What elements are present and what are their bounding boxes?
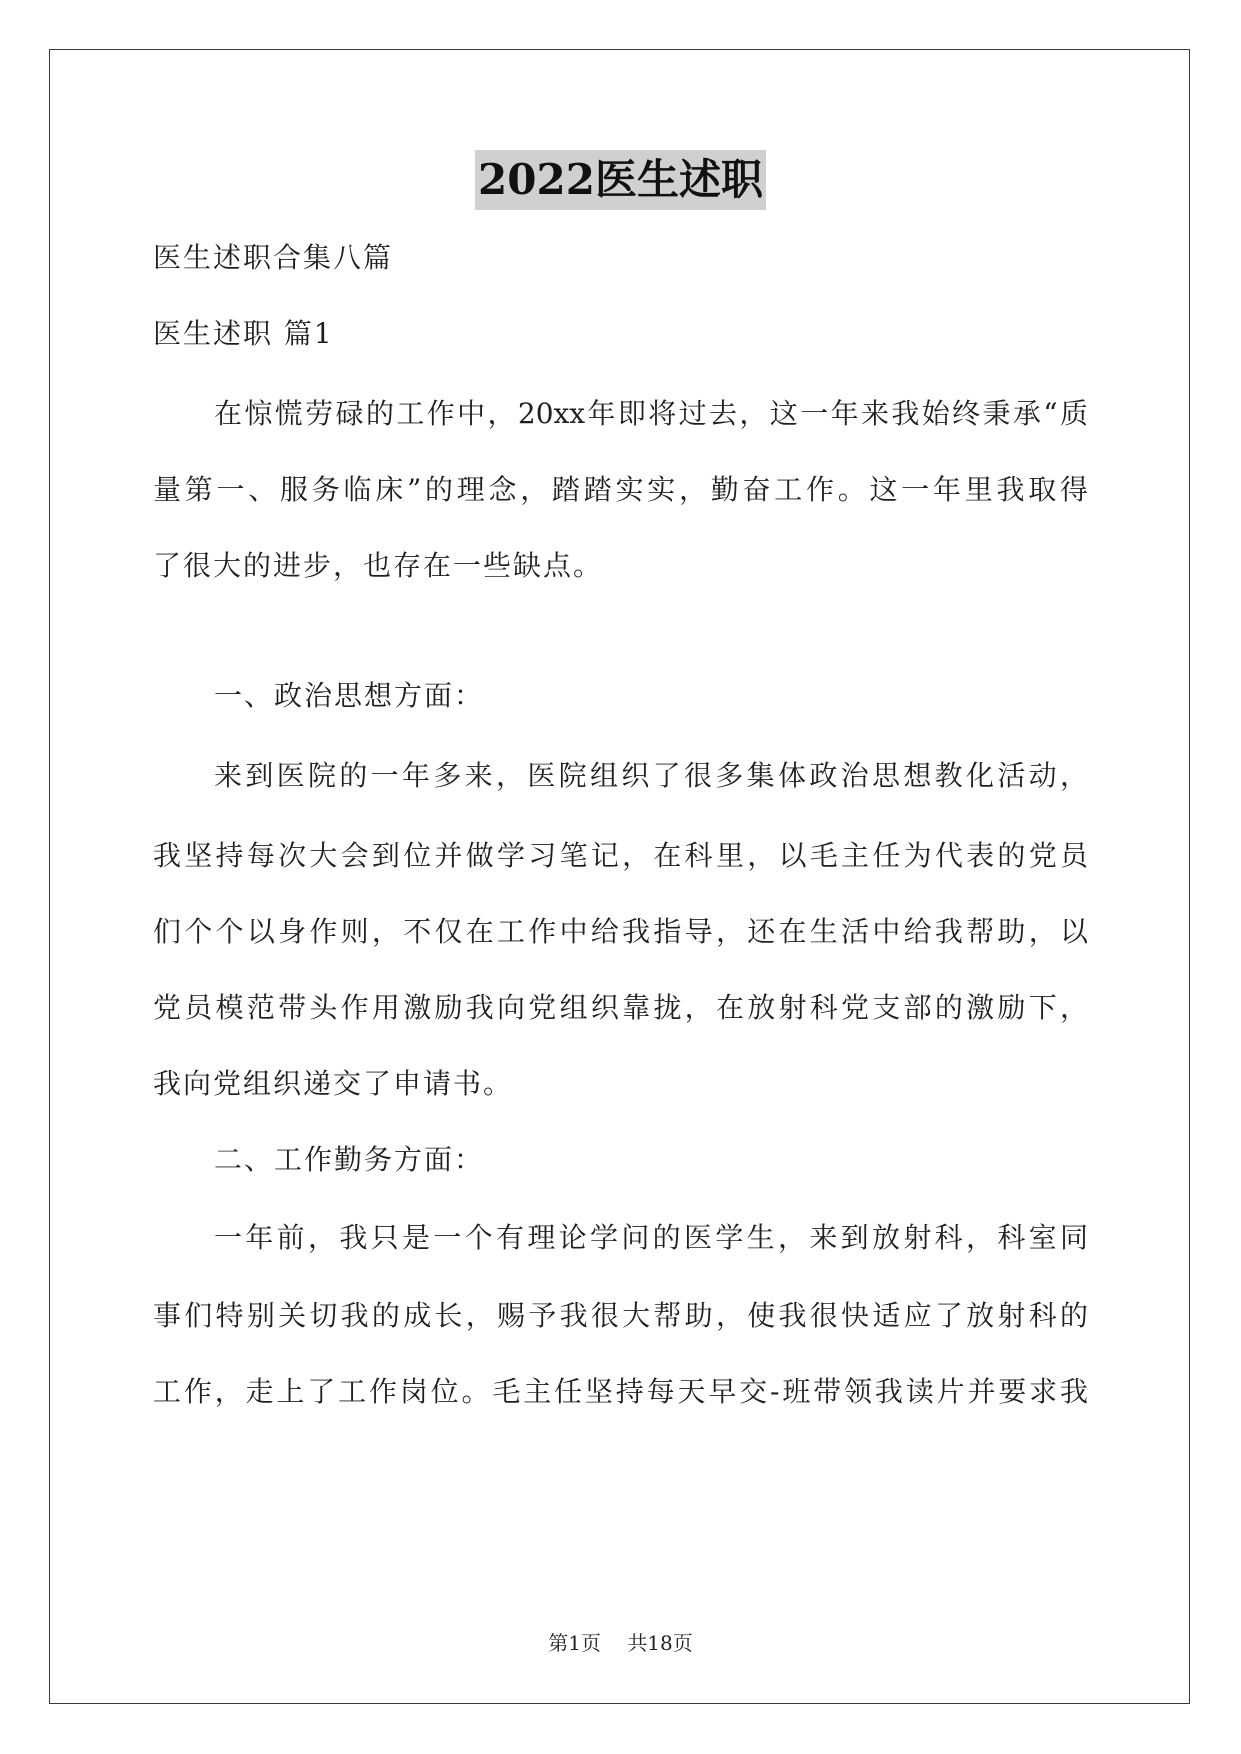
paragraph-line: 工作，走上了工作岗位。毛主任坚持每天早交-班带领我读片并要求我 bbox=[153, 1375, 1088, 1408]
document-title: 2022医生述职 bbox=[475, 150, 766, 210]
page-total: 共18页 bbox=[627, 1631, 693, 1655]
page-border bbox=[49, 49, 1190, 1704]
paragraph-line: 量第一、服务临床”的理念，踏踏实实，勤奋工作。这一年里我取得 bbox=[153, 473, 1088, 506]
page-footer bbox=[0, 1629, 1241, 1657]
paragraph-line: 事们特别关切我的成长，赐予我很大帮助，使我很快适应了放射科的 bbox=[153, 1299, 1088, 1332]
paragraph-line: 了很大的进步，也存在一些缺点。 bbox=[153, 549, 604, 582]
section-heading: 医生述职 篇1 bbox=[153, 317, 334, 350]
subsection-heading: 一、政治思想方面： bbox=[214, 679, 485, 712]
subsection-heading: 二、工作勤务方面： bbox=[214, 1143, 485, 1176]
paragraph-line: 在惊慌劳碌的工作中，20xx年即将过去，这一年来我始终秉承“质 bbox=[214, 397, 1088, 430]
document-subtitle: 医生述职合集八篇 bbox=[153, 241, 394, 274]
paragraph-line: 们个个以身作则，不仅在工作中给我指导，还在生活中给我帮助，以 bbox=[153, 915, 1088, 948]
paragraph-line: 一年前，我只是一个有理论学问的医学生，来到放射科，科室同 bbox=[214, 1221, 1088, 1254]
paragraph-line: 来到医院的一年多来，医院组织了很多集体政治思想教化活动， bbox=[214, 759, 1088, 792]
paragraph-line: 党员模范带头作用激励我向党组织靠拢，在放射科党支部的激励下， bbox=[153, 991, 1088, 1024]
page-number: 第1页 bbox=[548, 1631, 601, 1655]
title-container bbox=[0, 150, 1241, 210]
paragraph-line: 我坚持每次大会到位并做学习笔记，在科里，以毛主任为代表的党员 bbox=[153, 839, 1088, 872]
paragraph-line: 我向党组织递交了申请书。 bbox=[153, 1067, 514, 1100]
